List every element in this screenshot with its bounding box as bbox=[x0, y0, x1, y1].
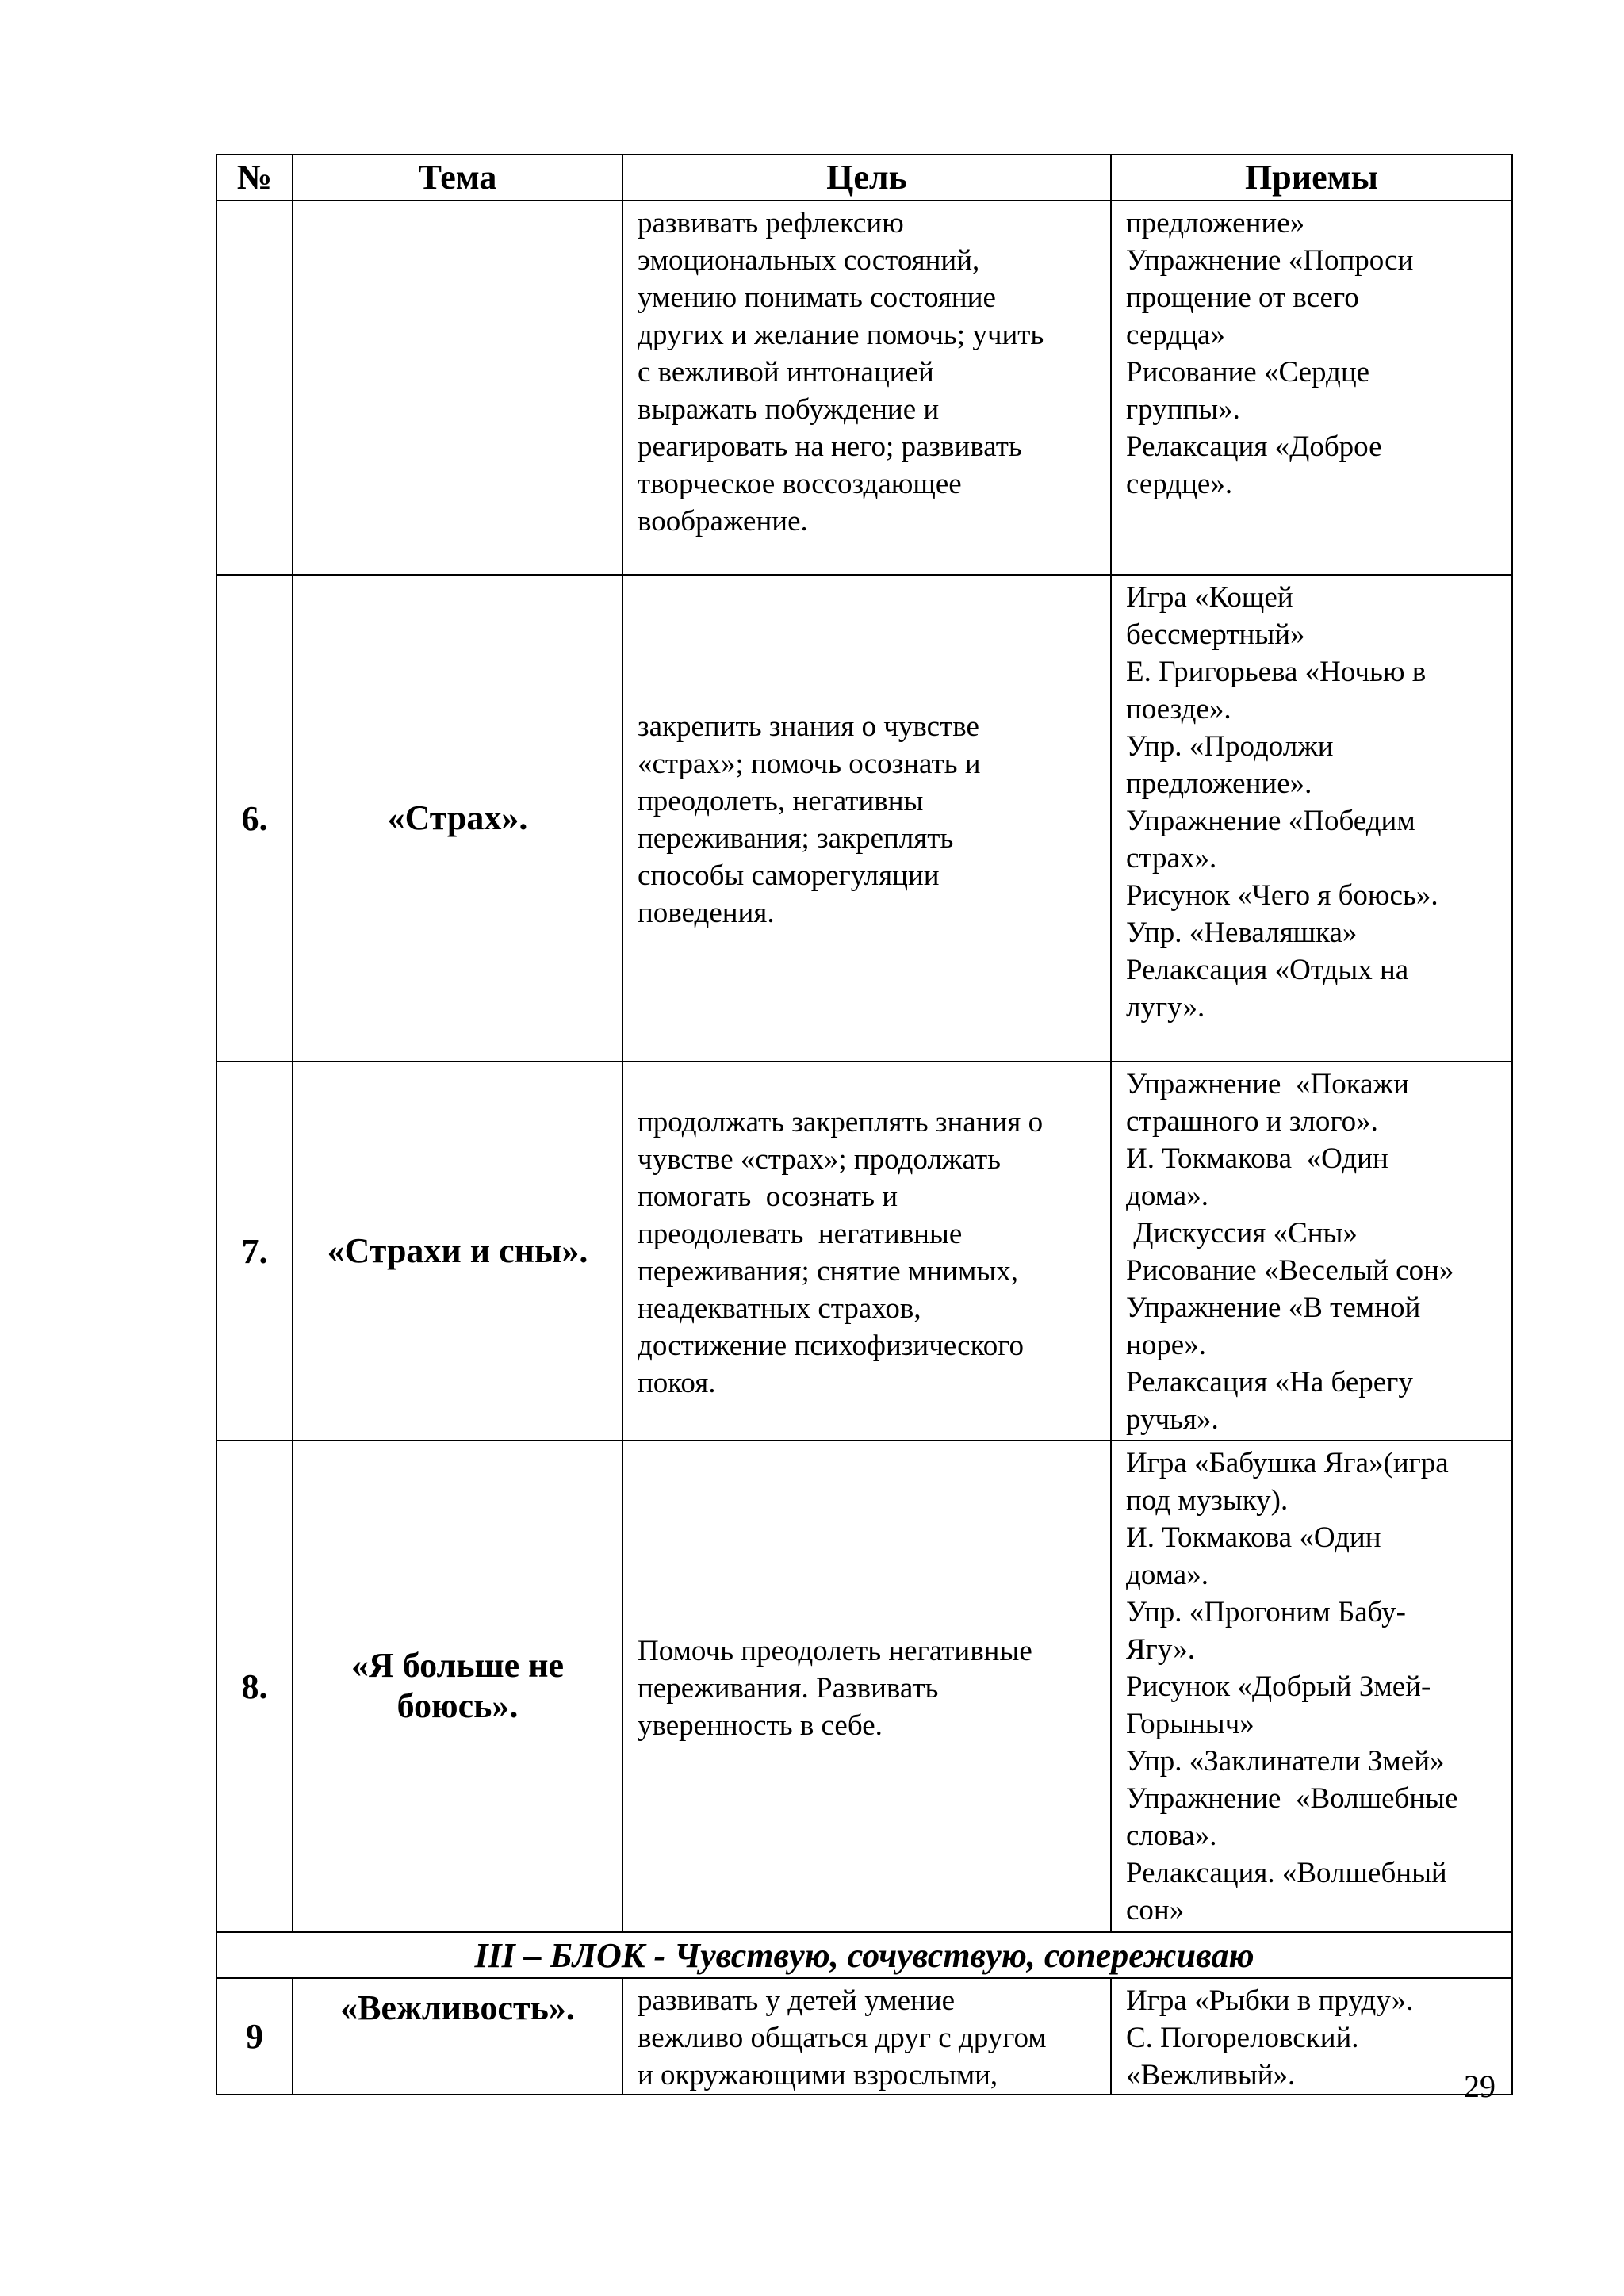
text-line: достижение психофизического bbox=[638, 1330, 1024, 1362]
text-line: Горыныч» bbox=[1126, 1708, 1254, 1740]
row-number bbox=[216, 201, 293, 575]
header-topic: Тема bbox=[293, 155, 622, 201]
text-line: Рисование «Сердце bbox=[1126, 356, 1370, 388]
text-line: Игра «Рыбки в пруду». bbox=[1126, 1984, 1414, 2017]
text-line: «Вежливый». bbox=[1126, 2059, 1296, 2091]
text-line: с вежливой интонацией bbox=[638, 356, 934, 388]
text-line: умению понимать состояние bbox=[638, 281, 996, 314]
text-line: воображение. bbox=[638, 505, 808, 538]
text-line: способы саморегуляции bbox=[638, 859, 940, 892]
text-line: творческое воссоздающее bbox=[638, 468, 962, 500]
text-line: Упр. «Прогоним Бабу- bbox=[1126, 1596, 1406, 1628]
lesson-plan-table bbox=[216, 154, 1513, 2095]
text-line: Игра «Бабушка Яга»(игра bbox=[1126, 1447, 1449, 1479]
text-line: предложение». bbox=[1126, 767, 1312, 800]
text-line: предложение» bbox=[1126, 207, 1305, 239]
text-line: Е. Григорьева «Ночью в bbox=[1126, 656, 1427, 688]
row-topic: «Вежливость». bbox=[293, 1978, 622, 2095]
text-line: Ягу». bbox=[1126, 1633, 1196, 1666]
block-title: III – БЛОК - Чувствую, сочувствую, сопереживаю bbox=[216, 1932, 1512, 1978]
text-line: И. Токмакова «Один bbox=[1126, 1142, 1388, 1175]
table-row bbox=[216, 201, 1512, 575]
text-line: «страх»; помочь осознать и bbox=[638, 748, 981, 780]
text-line: Рисунок «Добрый Змей- bbox=[1126, 1670, 1431, 1703]
text-line: переживания; снятие мнимых, bbox=[638, 1255, 1018, 1288]
table-row bbox=[216, 575, 1512, 1062]
row-goal bbox=[622, 1978, 1111, 2095]
text-line: сердце». bbox=[1126, 468, 1233, 500]
text-line: ручья». bbox=[1126, 1403, 1219, 1436]
text-line: лугу». bbox=[1126, 991, 1205, 1024]
text-line: чувстве «страх»; продолжать bbox=[638, 1143, 1001, 1176]
text-line: вежливо общаться друг с другом bbox=[638, 2022, 1047, 2054]
text-line: дома». bbox=[1126, 1180, 1208, 1212]
text-line: сердца» bbox=[1126, 319, 1225, 351]
text-line: группы». bbox=[1126, 393, 1240, 426]
header-number: № bbox=[216, 155, 293, 201]
text-line: переживания. Развивать bbox=[638, 1671, 939, 1705]
text-line: продолжать закреплять знания о bbox=[638, 1106, 1044, 1138]
row-number: 6. bbox=[216, 575, 293, 1062]
text-line: помогать осознать и bbox=[638, 1181, 898, 1213]
text-line: норе». bbox=[1126, 1329, 1206, 1361]
table-row bbox=[216, 1062, 1512, 1441]
text-line: эмоциональных состояний, bbox=[638, 244, 980, 277]
text-line: Упражнение «Покажи bbox=[1126, 1068, 1409, 1100]
text-line: слова». bbox=[1126, 1820, 1217, 1852]
text-line: Релаксация «На берегу bbox=[1126, 1366, 1413, 1399]
text-line: Упр. «Неваляшка» bbox=[1126, 916, 1358, 949]
table-header-row bbox=[216, 155, 1512, 201]
text-line: бессмертный» bbox=[1126, 618, 1305, 651]
text-line: развивать у детей умение bbox=[638, 1984, 956, 2017]
row-goal bbox=[622, 575, 1111, 1062]
text-line: С. Погореловский. bbox=[1126, 2022, 1359, 2054]
row-topic bbox=[293, 201, 622, 575]
text-line: Упражнение «Победим bbox=[1126, 805, 1415, 837]
text-line: реагировать на него; развивать bbox=[638, 430, 1022, 463]
text-line: неадекватных страхов, bbox=[638, 1292, 921, 1325]
row-topic: «Страхи и сны». bbox=[293, 1062, 622, 1441]
row-goal bbox=[622, 1441, 1111, 1932]
row-methods bbox=[1111, 1978, 1512, 2095]
text-line: поведения. bbox=[638, 897, 775, 929]
text-line: преодолеть, негативны bbox=[638, 785, 924, 817]
table-row bbox=[216, 1441, 1512, 1932]
text-line: Упражнение «Волшебные bbox=[1126, 1782, 1458, 1815]
text-line: страх». bbox=[1126, 842, 1217, 874]
row-goal bbox=[622, 1062, 1111, 1441]
text-line: Дискуссия «Сны» bbox=[1126, 1217, 1358, 1249]
row-number: 7. bbox=[216, 1062, 293, 1441]
text-line: поезде». bbox=[1126, 693, 1231, 725]
text-line: Рисование «Веселый сон» bbox=[1126, 1254, 1454, 1287]
header-goal: Цель bbox=[622, 155, 1111, 201]
text-line: Релаксация «Отдых на bbox=[1126, 954, 1409, 986]
text-line: под музыку). bbox=[1126, 1484, 1289, 1517]
text-line: выражать побуждение и bbox=[638, 393, 940, 426]
text-line: и окружающими взрослыми, bbox=[638, 2059, 998, 2091]
text-line: преодолевать негативные bbox=[638, 1218, 963, 1250]
row-methods bbox=[1111, 575, 1512, 1062]
text-line: дома». bbox=[1126, 1559, 1208, 1591]
row-topic: «Страх». bbox=[293, 575, 622, 1062]
row-topic: «Я больше не боюсь». bbox=[293, 1441, 622, 1932]
text-line: И. Токмакова «Один bbox=[1126, 1521, 1381, 1554]
row-methods bbox=[1111, 1441, 1512, 1932]
text-line: страшного и злого». bbox=[1126, 1105, 1378, 1138]
text-line: развивать рефлексию bbox=[638, 207, 904, 239]
text-line: прощение от всего bbox=[1126, 281, 1359, 314]
header-methods: Приемы bbox=[1111, 155, 1512, 201]
text-line: других и желание помочь; учить bbox=[638, 319, 1044, 351]
text-line: Упражнение «В темной bbox=[1126, 1292, 1421, 1324]
text-line: Упр. «Продолжи bbox=[1126, 730, 1334, 763]
text-line: покоя. bbox=[638, 1367, 716, 1399]
text-line: Релаксация «Доброе bbox=[1126, 430, 1382, 463]
row-number: 8. bbox=[216, 1441, 293, 1932]
text-line: Упражнение «Попроси bbox=[1126, 244, 1414, 277]
text-line: Помочь преодолеть негативные bbox=[638, 1634, 1032, 1667]
row-number: 9 bbox=[216, 1978, 293, 2095]
text-line: Рисунок «Чего я боюсь». bbox=[1126, 879, 1438, 912]
row-methods bbox=[1111, 201, 1512, 575]
row-goal bbox=[622, 201, 1111, 575]
block-title-row bbox=[216, 1932, 1512, 1978]
text-line: Упр. «Заклинатели Змей» bbox=[1126, 1745, 1445, 1777]
text-line: переживания; закреплять bbox=[638, 822, 954, 855]
text-line: сон» bbox=[1126, 1894, 1185, 1927]
row-methods bbox=[1111, 1062, 1512, 1441]
text-line: уверенность в себе. bbox=[638, 1709, 883, 1742]
text-line: закрепить знания о чувстве bbox=[638, 710, 979, 743]
text-line: Игра «Кощей bbox=[1126, 581, 1293, 614]
page-number: 29 bbox=[1464, 2068, 1496, 2104]
table-row bbox=[216, 1978, 1512, 2095]
text-line: Релаксация. «Волшебный bbox=[1126, 1857, 1447, 1889]
